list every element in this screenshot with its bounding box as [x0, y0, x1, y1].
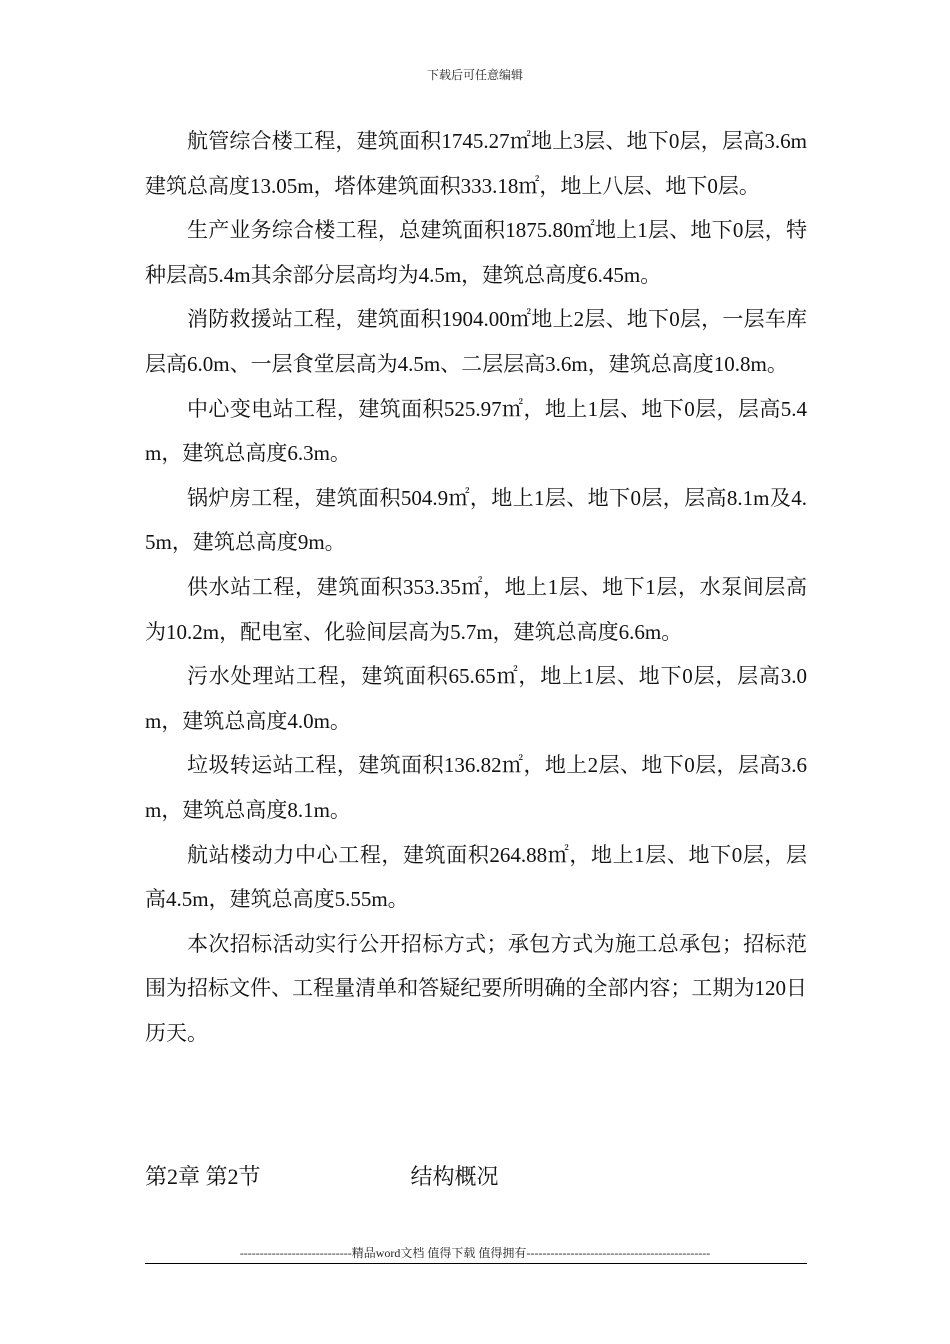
paragraph-water-station: 供水站工程，建筑面积353.35㎡，地上1层、地下1层，水泵间层高为10.2m，配电室、化验间层高为5.7m，建筑总高度6.6m。 [145, 574, 807, 644]
document-body [145, 119, 807, 1055]
paragraph-sewage-station: 污水处理站工程，建筑面积65.65㎡，地上1层、地下0层，层高3.0m，建筑总高度4.0m。 [145, 664, 807, 733]
page-header: 下载后可任意编辑 [426, 68, 523, 82]
paragraph-power-center: 航站楼动力中心工程，建筑面积264.88㎡，地上1层、地下0层，层高4.5m，建筑总高度5.55m。 [145, 842, 807, 912]
paragraph-fire-station: 消防救援站工程，建筑面积1904.00㎡地上2层、地下0层，一层车库层高6.0m、一层食堂层高为4.5m、二层层高3.6m，建筑总高度10.8m。 [145, 307, 807, 376]
footer-divider [145, 1263, 807, 1264]
paragraph-tender-scope: 本次招标活动实行公开招标方式；承包方式为施工总承包；招标范围为招标文件、工程量清单和答疑纪要所明确的全部内容；工期为120日历天。 [145, 931, 807, 1045]
paragraph-garbage-station: 垃圾转运站工程，建筑面积136.82㎡，地上2层、地下0层，层高3.6m，建筑总高度8.1m。 [145, 753, 807, 822]
paragraph-production-building: 生产业务综合楼工程，总建筑面积1875.80㎡地上1层、地下0层，特种层高5.4m其余部分层高均为4.5m，建筑总高度6.45m。 [145, 218, 807, 287]
section-heading [145, 1157, 499, 1197]
page-footer: ----------------------------精品word文档 值得下载 值得拥有---------------------------------------------- [239, 1246, 711, 1260]
section-title: 结构概况 [410, 1164, 499, 1189]
section-number: 第2章 第2节 [145, 1164, 261, 1189]
paragraph-substation: 中心变电站工程，建筑面积525.97㎡，地上1层、地下0层，层高5.4m，建筑总高度6.3m。 [145, 396, 807, 466]
paragraph-boiler-room: 锅炉房工程，建筑面积504.9㎡，地上1层、地下0层，层高8.1m及4.5m，建筑总高度9m。 [145, 485, 807, 555]
paragraph-airtraffic-building: 航管综合楼工程，建筑面积1745.27㎡地上3层、地下0层，层高3.6m建筑总高度13.05m，塔体建筑面积333.18㎡，地上八层、地下0层。 [145, 129, 807, 198]
